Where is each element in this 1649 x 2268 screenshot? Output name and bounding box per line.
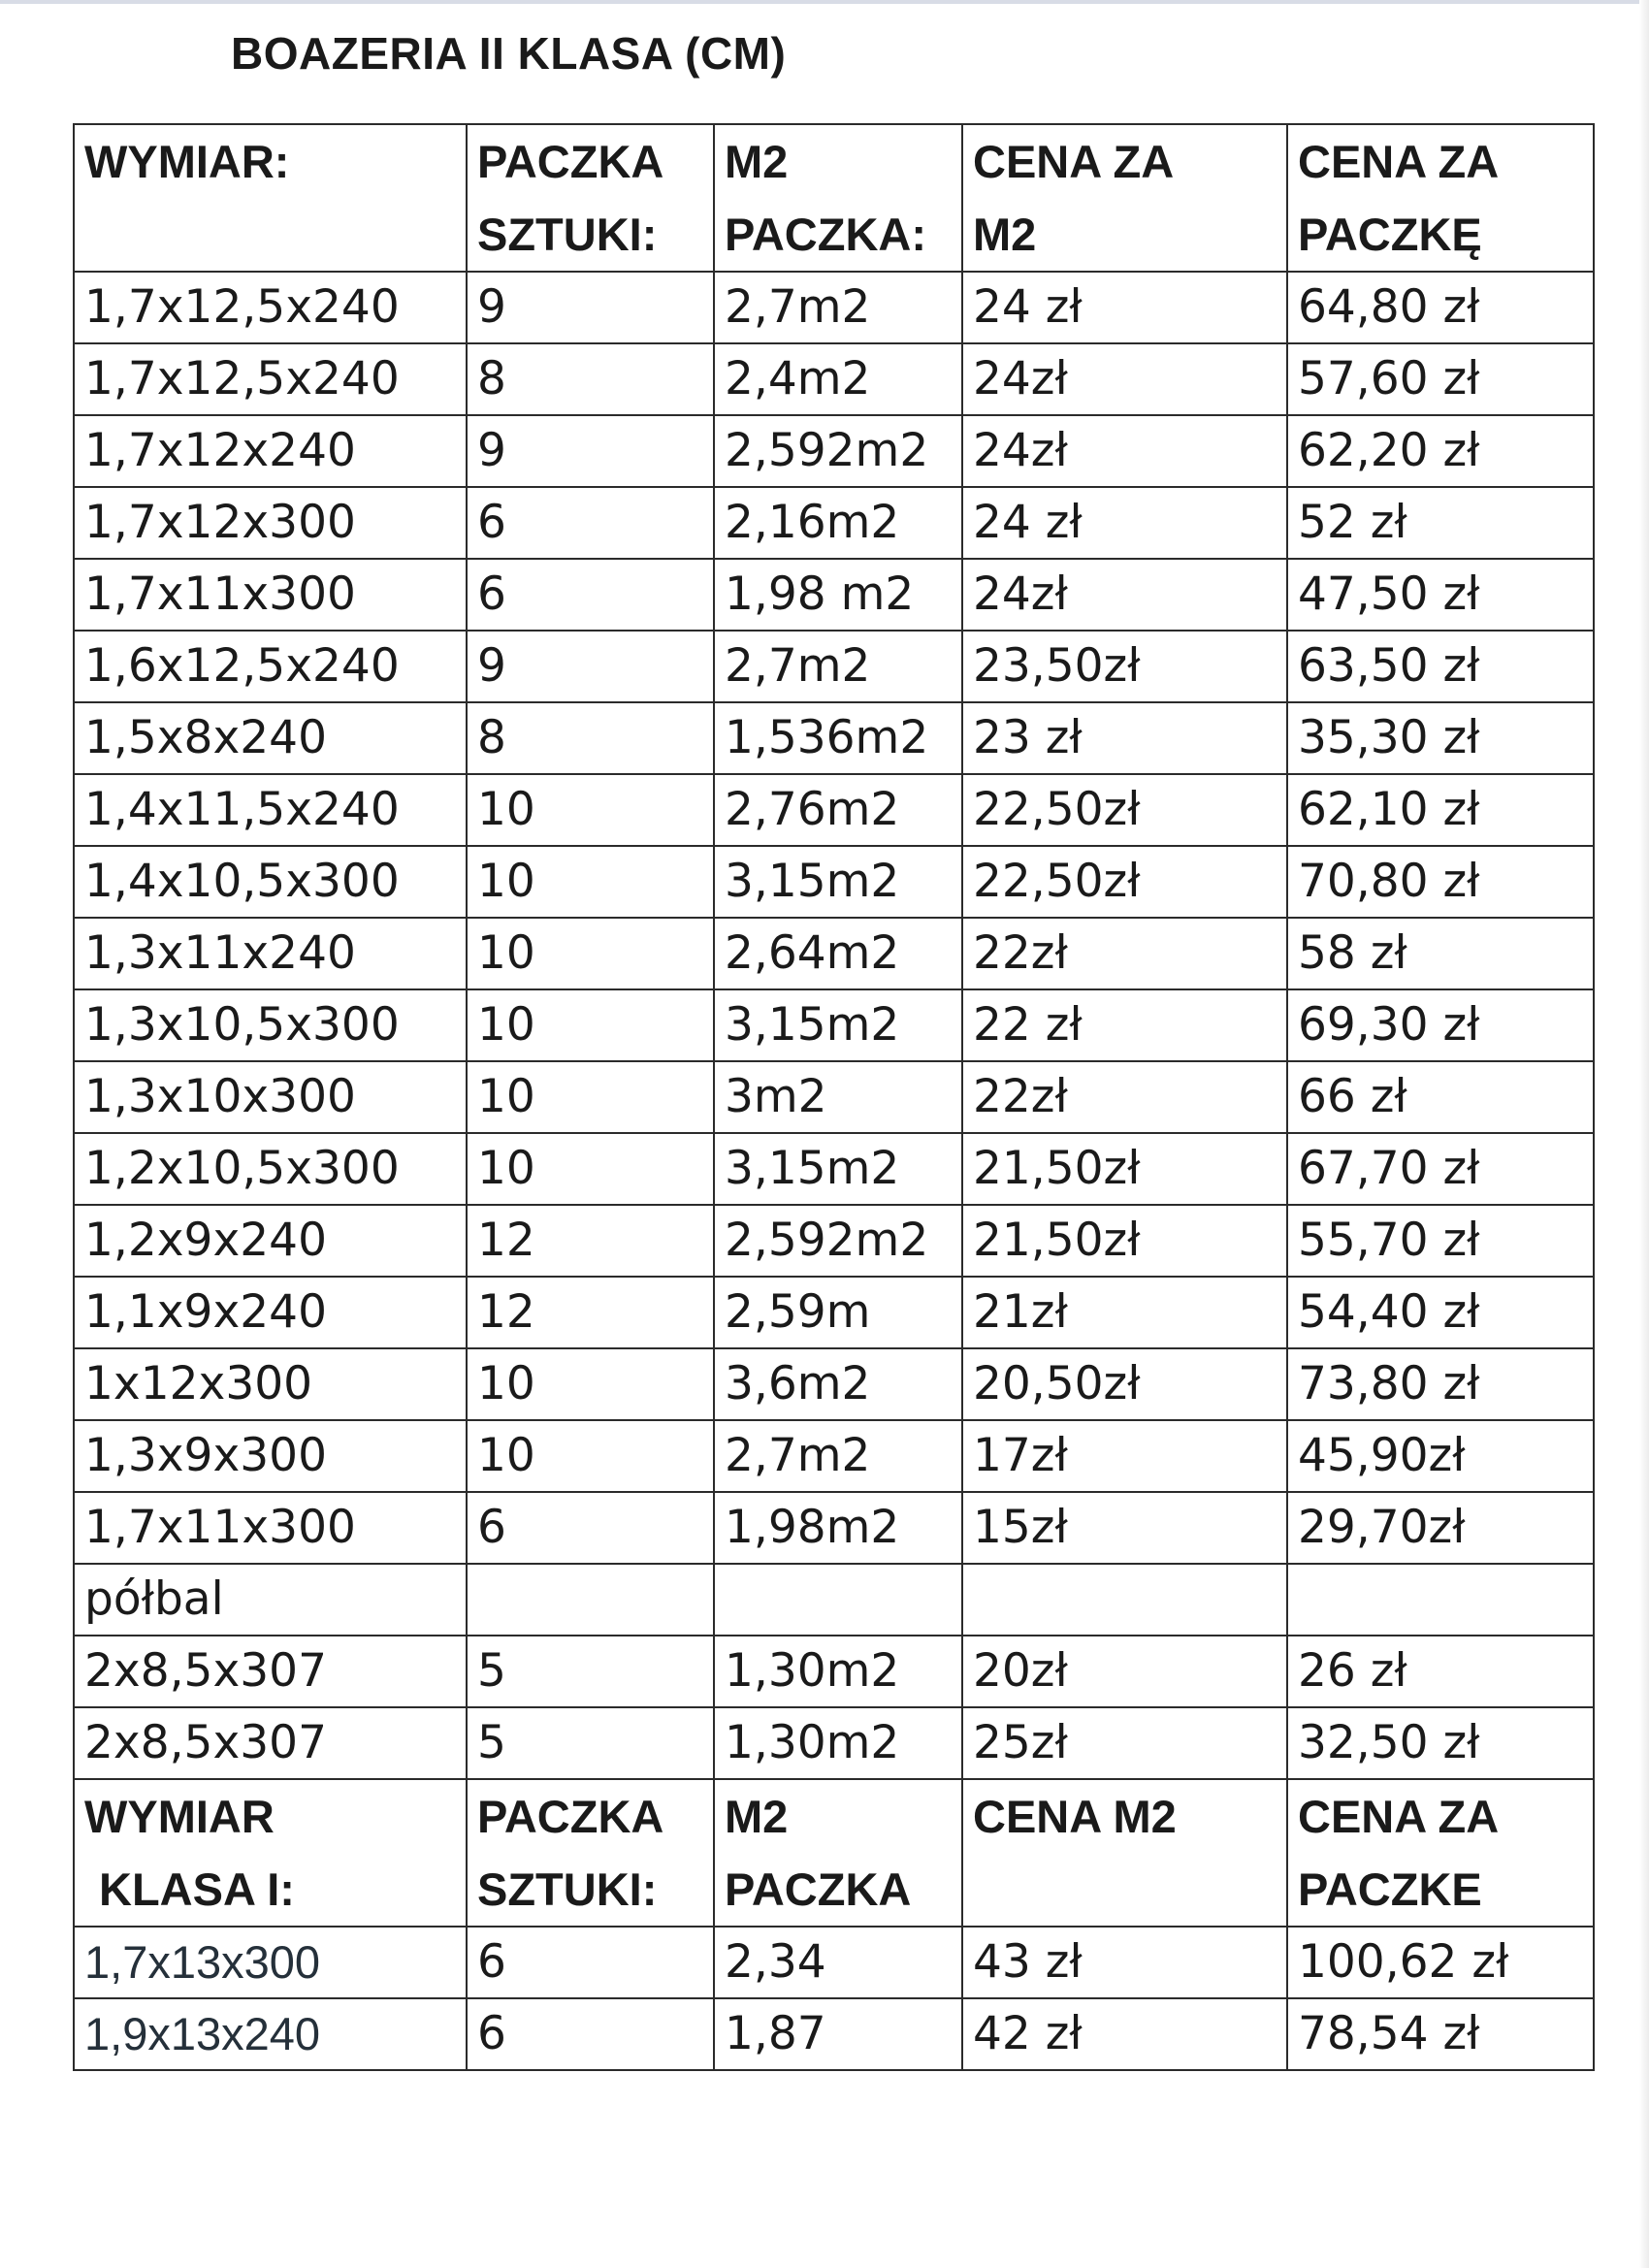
table-cell: 10 bbox=[467, 1420, 714, 1492]
table-cell: 1,4x11,5x240 bbox=[74, 774, 467, 846]
table-row bbox=[74, 1420, 1594, 1492]
table-cell bbox=[1287, 1564, 1594, 1636]
header-cell bbox=[74, 1779, 467, 1927]
table-cell: 1,3x11x240 bbox=[74, 918, 467, 989]
table-cell: 20,50zł bbox=[962, 1348, 1287, 1420]
table-cell: 1,7x13x300 bbox=[74, 1927, 467, 1998]
table-cell: 2,64m2 bbox=[714, 918, 962, 989]
table-cell: 2,59m bbox=[714, 1277, 962, 1348]
table-cell: 10 bbox=[467, 989, 714, 1061]
table-row bbox=[74, 1927, 1594, 1998]
header-line: CENA ZA bbox=[1298, 136, 1500, 187]
table-row bbox=[74, 774, 1594, 846]
table-cell: 1,4x10,5x300 bbox=[74, 846, 467, 918]
header-line: PACZKA bbox=[477, 136, 664, 187]
table-row bbox=[74, 1133, 1594, 1205]
table-cell: 12 bbox=[467, 1277, 714, 1348]
table-cell: 24zł bbox=[962, 559, 1287, 631]
table-row bbox=[74, 415, 1594, 487]
table-cell: 1,7x11x300 bbox=[74, 559, 467, 631]
header-line: M2 bbox=[973, 209, 1037, 260]
table-cell: 15zł bbox=[962, 1492, 1287, 1564]
header-line: PACZKĘ bbox=[1298, 209, 1482, 260]
table-row bbox=[74, 1348, 1594, 1420]
header-line: CENA M2 bbox=[973, 1791, 1177, 1842]
table-cell: 47,50 zł bbox=[1287, 559, 1594, 631]
table-cell: 3,15m2 bbox=[714, 989, 962, 1061]
table-cell: 2,34 bbox=[714, 1927, 962, 1998]
table-cell: 24 zł bbox=[962, 272, 1287, 343]
table-cell: 10 bbox=[467, 1348, 714, 1420]
table-cell: 2,16m2 bbox=[714, 487, 962, 559]
table-cell: 43 zł bbox=[962, 1927, 1287, 1998]
header-cell bbox=[74, 124, 467, 272]
table-cell: 24 zł bbox=[962, 487, 1287, 559]
table-cell: 73,80 zł bbox=[1287, 1348, 1594, 1420]
table-cell: 3,15m2 bbox=[714, 1133, 962, 1205]
table-cell bbox=[714, 1564, 962, 1636]
table-cell: 25zł bbox=[962, 1707, 1287, 1779]
table-cell: 1,1x9x240 bbox=[74, 1277, 467, 1348]
table-cell: 21zł bbox=[962, 1277, 1287, 1348]
price-table bbox=[73, 123, 1595, 2071]
header-line: WYMIAR: bbox=[84, 136, 290, 187]
table-cell: 22zł bbox=[962, 1061, 1287, 1133]
header-row-klasa-i bbox=[74, 1779, 1594, 1927]
table-cell: 35,30 zł bbox=[1287, 702, 1594, 774]
table-cell: 9 bbox=[467, 272, 714, 343]
table-cell: 10 bbox=[467, 1133, 714, 1205]
table-row bbox=[74, 1492, 1594, 1564]
table-cell: 1,7x12x300 bbox=[74, 487, 467, 559]
table-cell: 26 zł bbox=[1287, 1636, 1594, 1707]
table-cell: 66 zł bbox=[1287, 1061, 1594, 1133]
header-cell bbox=[962, 1779, 1287, 1927]
table-cell: 2,592m2 bbox=[714, 1205, 962, 1277]
table-row bbox=[74, 272, 1594, 343]
table-cell: 64,80 zł bbox=[1287, 272, 1594, 343]
table-cell: 1,5x8x240 bbox=[74, 702, 467, 774]
table-cell: 9 bbox=[467, 631, 714, 702]
table-cell: 63,50 zł bbox=[1287, 631, 1594, 702]
table-cell: 5 bbox=[467, 1636, 714, 1707]
scan-top-line bbox=[0, 0, 1649, 4]
header-line bbox=[973, 1853, 1286, 1926]
header-cell bbox=[714, 124, 962, 272]
header-line bbox=[84, 198, 466, 271]
table-row bbox=[74, 1636, 1594, 1707]
table-cell: 1,9x13x240 bbox=[74, 1998, 467, 2070]
table-cell: 22zł bbox=[962, 918, 1287, 989]
header-line: PACZKA: bbox=[725, 209, 926, 260]
table-cell: 1,98m2 bbox=[714, 1492, 962, 1564]
table-cell: 10 bbox=[467, 918, 714, 989]
header-line: PACZKA bbox=[725, 1863, 912, 1915]
header-cell bbox=[1287, 1779, 1594, 1927]
header-line: PACZKA bbox=[477, 1791, 664, 1842]
table-cell: 1x12x300 bbox=[74, 1348, 467, 1420]
header-line: KLASA I: bbox=[99, 1863, 295, 1915]
table-cell: 24zł bbox=[962, 415, 1287, 487]
table-cell: 6 bbox=[467, 559, 714, 631]
table-cell: 6 bbox=[467, 487, 714, 559]
header-cell bbox=[467, 124, 714, 272]
table-cell: 1,98 m2 bbox=[714, 559, 962, 631]
table-row bbox=[74, 487, 1594, 559]
header-line: WYMIAR bbox=[84, 1791, 275, 1842]
table-row bbox=[74, 918, 1594, 989]
table-cell: 2x8,5x307 bbox=[74, 1636, 467, 1707]
table-row bbox=[74, 1998, 1594, 2070]
header-cell bbox=[962, 124, 1287, 272]
table-cell: 62,20 zł bbox=[1287, 415, 1594, 487]
table-row bbox=[74, 343, 1594, 415]
table-row bbox=[74, 846, 1594, 918]
header-line: PACZKE bbox=[1298, 1863, 1482, 1915]
table-cell: 78,54 zł bbox=[1287, 1998, 1594, 2070]
table-cell: 54,40 zł bbox=[1287, 1277, 1594, 1348]
table-cell bbox=[962, 1564, 1287, 1636]
table-cell: 55,70 zł bbox=[1287, 1205, 1594, 1277]
table-cell: 6 bbox=[467, 1492, 714, 1564]
page-title: BOAZERIA II KLASA (CM) bbox=[231, 28, 787, 79]
table-cell: 1,3x10,5x300 bbox=[74, 989, 467, 1061]
table-cell: 20zł bbox=[962, 1636, 1287, 1707]
table-cell: 1,3x10x300 bbox=[74, 1061, 467, 1133]
table-cell: 1,7x12x240 bbox=[74, 415, 467, 487]
header-cell bbox=[467, 1779, 714, 1927]
table-cell: 57,60 zł bbox=[1287, 343, 1594, 415]
header-cell bbox=[714, 1779, 962, 1927]
table-cell: 23 zł bbox=[962, 702, 1287, 774]
table-cell: 21,50zł bbox=[962, 1133, 1287, 1205]
table-cell: 29,70zł bbox=[1287, 1492, 1594, 1564]
price-table-body bbox=[74, 124, 1594, 2070]
table-cell: 69,30 zł bbox=[1287, 989, 1594, 1061]
table-cell: 2,7m2 bbox=[714, 631, 962, 702]
table-cell: 58 zł bbox=[1287, 918, 1594, 989]
header-line: CENA ZA bbox=[973, 136, 1175, 187]
table-cell: 1,2x9x240 bbox=[74, 1205, 467, 1277]
table-cell: 5 bbox=[467, 1707, 714, 1779]
table-cell: 2,7m2 bbox=[714, 272, 962, 343]
header-line: M2 bbox=[725, 1791, 789, 1842]
table-cell: 2,592m2 bbox=[714, 415, 962, 487]
table-cell bbox=[467, 1564, 714, 1636]
table-cell: 10 bbox=[467, 774, 714, 846]
table-cell: 3m2 bbox=[714, 1061, 962, 1133]
header-line: SZTUKI: bbox=[477, 1863, 658, 1915]
table-cell: 32,50 zł bbox=[1287, 1707, 1594, 1779]
header-cell bbox=[1287, 124, 1594, 272]
table-row bbox=[74, 1277, 1594, 1348]
table-cell: 6 bbox=[467, 1998, 714, 2070]
header-line: CENA ZA bbox=[1298, 1791, 1500, 1842]
table-cell: 70,80 zł bbox=[1287, 846, 1594, 918]
table-cell: 1,30m2 bbox=[714, 1707, 962, 1779]
table-cell: 17zł bbox=[962, 1420, 1287, 1492]
table-cell: 1,7x11x300 bbox=[74, 1492, 467, 1564]
table-cell: 1,30m2 bbox=[714, 1636, 962, 1707]
table-cell: 22,50zł bbox=[962, 774, 1287, 846]
table-cell: 24zł bbox=[962, 343, 1287, 415]
table-cell: 3,6m2 bbox=[714, 1348, 962, 1420]
header-line: SZTUKI: bbox=[477, 209, 658, 260]
table-cell: 2x8,5x307 bbox=[74, 1707, 467, 1779]
table-row bbox=[74, 702, 1594, 774]
table-cell: 8 bbox=[467, 343, 714, 415]
table-cell: 3,15m2 bbox=[714, 846, 962, 918]
table-cell: 10 bbox=[467, 1061, 714, 1133]
header-row-klasa-ii bbox=[74, 124, 1594, 272]
table-cell: 52 zł bbox=[1287, 487, 1594, 559]
table-row bbox=[74, 1707, 1594, 1779]
table-cell: 1,2x10,5x300 bbox=[74, 1133, 467, 1205]
table-cell: 1,536m2 bbox=[714, 702, 962, 774]
table-row bbox=[74, 559, 1594, 631]
table-cell: 1,3x9x300 bbox=[74, 1420, 467, 1492]
table-cell: 23,50zł bbox=[962, 631, 1287, 702]
table-cell: 1,7x12,5x240 bbox=[74, 343, 467, 415]
table-cell: 22 zł bbox=[962, 989, 1287, 1061]
table-cell: 1,6x12,5x240 bbox=[74, 631, 467, 702]
table-cell: 6 bbox=[467, 1927, 714, 1998]
header-line: M2 bbox=[725, 136, 789, 187]
table-cell: 45,90zł bbox=[1287, 1420, 1594, 1492]
table-cell: 62,10 zł bbox=[1287, 774, 1594, 846]
table-cell: 9 bbox=[467, 415, 714, 487]
table-cell: 10 bbox=[467, 846, 714, 918]
table-cell: półbal bbox=[74, 1564, 467, 1636]
table-cell: 21,50zł bbox=[962, 1205, 1287, 1277]
table-cell: 22,50zł bbox=[962, 846, 1287, 918]
table-row bbox=[74, 1564, 1594, 1636]
table-cell: 42 zł bbox=[962, 1998, 1287, 2070]
table-cell: 2,4m2 bbox=[714, 343, 962, 415]
scan-right-edge bbox=[1639, 0, 1649, 2268]
table-cell: 1,7x12,5x240 bbox=[74, 272, 467, 343]
table-cell: 100,62 zł bbox=[1287, 1927, 1594, 1998]
table-row bbox=[74, 989, 1594, 1061]
table-cell: 2,76m2 bbox=[714, 774, 962, 846]
table-cell: 1,87 bbox=[714, 1998, 962, 2070]
table-cell: 67,70 zł bbox=[1287, 1133, 1594, 1205]
table-cell: 2,7m2 bbox=[714, 1420, 962, 1492]
table-row bbox=[74, 1205, 1594, 1277]
table-row bbox=[74, 1061, 1594, 1133]
table-cell: 12 bbox=[467, 1205, 714, 1277]
table-row bbox=[74, 631, 1594, 702]
table-cell: 8 bbox=[467, 702, 714, 774]
